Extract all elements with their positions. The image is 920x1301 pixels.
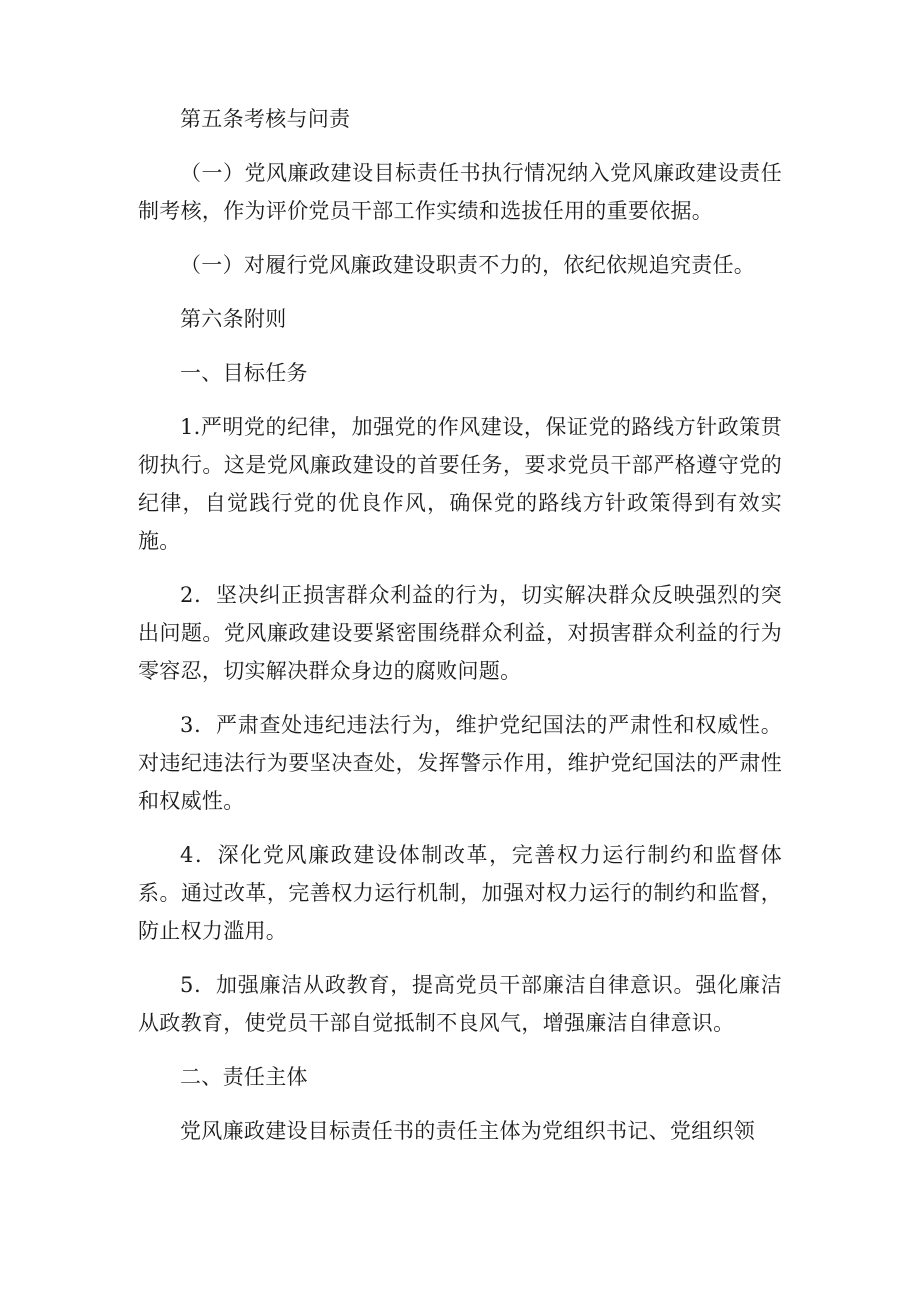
- responsibility-text: 党风廉政建设目标责任书的责任主体为党组织书记、党组织领: [180, 1119, 756, 1143]
- article6-title: 第六条附则: [180, 307, 287, 331]
- section1-title: 一、目标任务: [180, 361, 308, 385]
- article5-title: 第五条考核与问责: [180, 107, 351, 131]
- task-2: 2．坚决纠正损害群众利益的行为，切实解决群众反映强烈的突出问题。党风廉政建设要紧密围绕群众利益，对损害群众利益的行为零容忍，切实解决群众身边的腐败问题。: [138, 583, 782, 683]
- task-4: 4．深化党风廉政建设体制改革，完善权力运行制约和监督体系。通过改革，完善权力运行机制，加强对权力运行的制约和监督，防止权力滥用。: [138, 843, 782, 943]
- article5-item2: （一）对履行党风廉政建设职责不力的，依纪依规追究责任。: [180, 253, 756, 277]
- task-5: 5．加强廉洁从政教育，提高党员干部廉洁自律意识。强化廉洁从政教育，使党员干部自觉抵制不良风气，增强廉洁自律意识。: [138, 973, 782, 1035]
- document-body: [138, 100, 782, 1150]
- article5-item1: （一）党风廉政建设目标责任书执行情况纳入党风廉政建设责任制考核，作为评价党员干部工作实绩和选拔任用的重要依据。: [138, 161, 782, 223]
- task-1: 1.严明党的纪律，加强党的作风建设，保证党的路线方针政策贯彻执行。这是党风廉政建设的首要任务，要求党员干部严格遵守党的纪律，自觉践行党的优良作风，确保党的路线方针政策得到有效实施。: [138, 415, 782, 553]
- task-3: 3．严肃查处违纪违法行为，维护党纪国法的严肃性和权威性。对违纪违法行为要坚决查处，发挥警示作用，维护党纪国法的严肃性和权威性。: [138, 713, 782, 813]
- section2-title: 二、责任主体: [180, 1065, 308, 1089]
